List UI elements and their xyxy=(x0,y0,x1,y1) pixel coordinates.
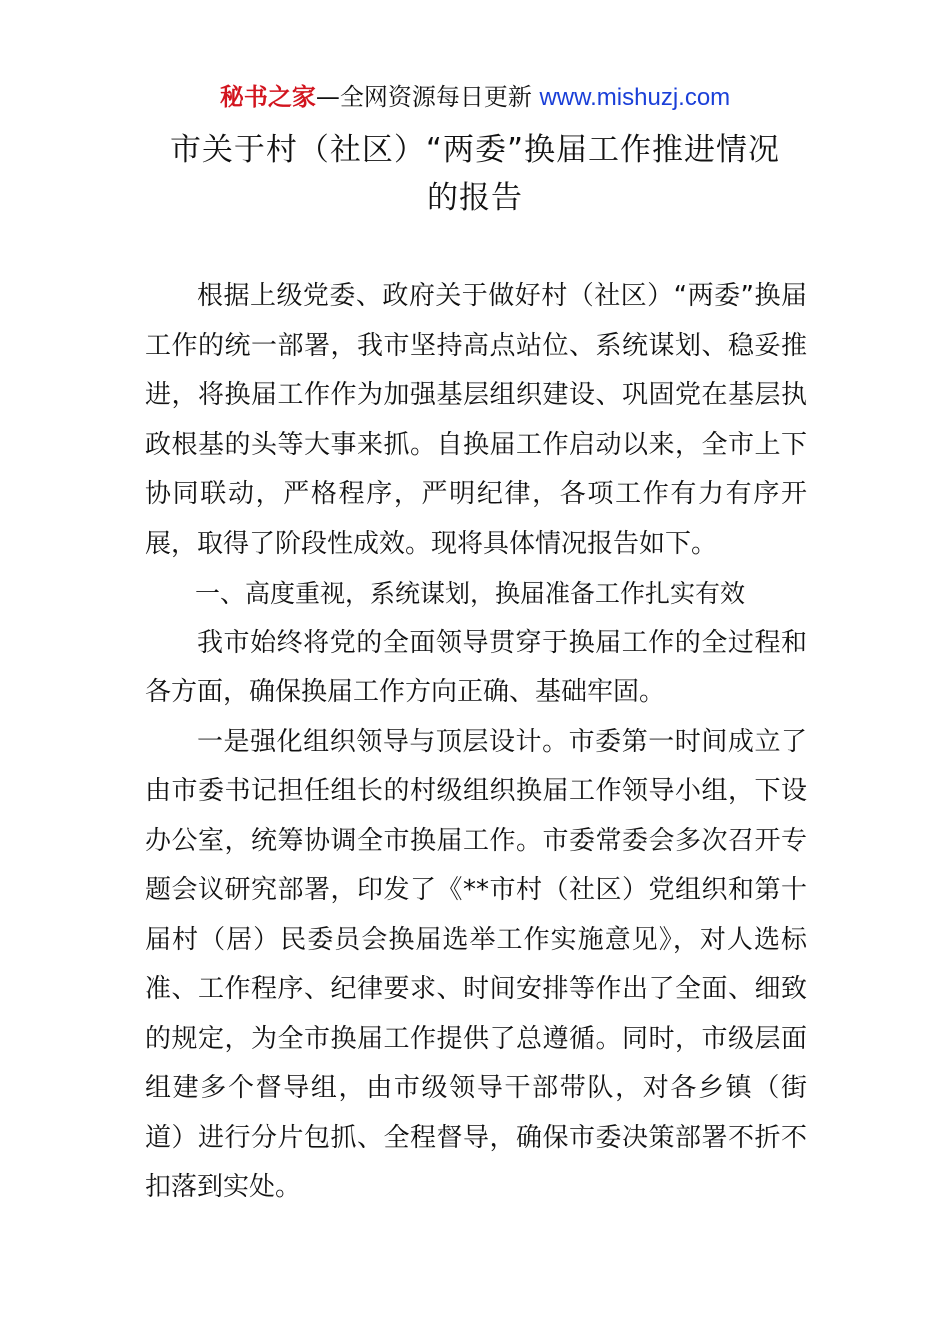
title-line-2: 的报告 xyxy=(427,180,523,216)
section-heading: 一、高度重视，系统谋划，换届准备工作扎实有效 xyxy=(195,579,746,608)
brand-name: 秘书之家 xyxy=(219,83,316,111)
banner-slogan: —全网资源每日更新 xyxy=(315,83,532,111)
site-url-link[interactable]: www.mishuzj.com xyxy=(539,84,731,111)
document-body xyxy=(145,272,807,1213)
section-paragraph: 我市始终将党的全面领导贯穿于换届工作的全过程和各方面，确保换届工作方向正确、基础牢固。 xyxy=(145,627,807,707)
intro-paragraph: 根据上级党委、政府关于做好村（社区）“两委”换届工作的统一部署，我市坚持高点站位、系统谋划、稳妥推进，将换届工作作为加强基层组织建设、巩固党在基层执政根基的头等大事来抓。自换届工作启动以来，全市上下协同联动，严格程序，严明纪律，各项工作有力有序开展，取得了阶段性成效。现将具体情况报告如下。 xyxy=(145,281,807,559)
site-banner xyxy=(0,80,950,115)
title-line-1: 市关于村（社区）“两委”换届工作推进情况 xyxy=(169,132,781,168)
section-paragraph: 一是强化组织领导与顶层设计。市委第一时间成立了由市委书记担任组长的村级组织换届工作领导小组，下设办公室，统筹协调全市换届工作。市委常委会多次召开专题会议研究部署，印发了《**市村（社区）党组织和第十届村（居）民委员会换届选举工作实施意见》，对人选标准、工作程序、纪律要求、时间安排等作出了全面、细致的规定，为全市换届工作提供了总遵循。同时，市级层面组建多个督导组，由市级领导干部带队，对各乡镇（街道）进行分片包抓、全程督导，确保市委决策部署不折不扣落到实处。 xyxy=(145,726,807,1202)
document-title xyxy=(0,126,950,222)
